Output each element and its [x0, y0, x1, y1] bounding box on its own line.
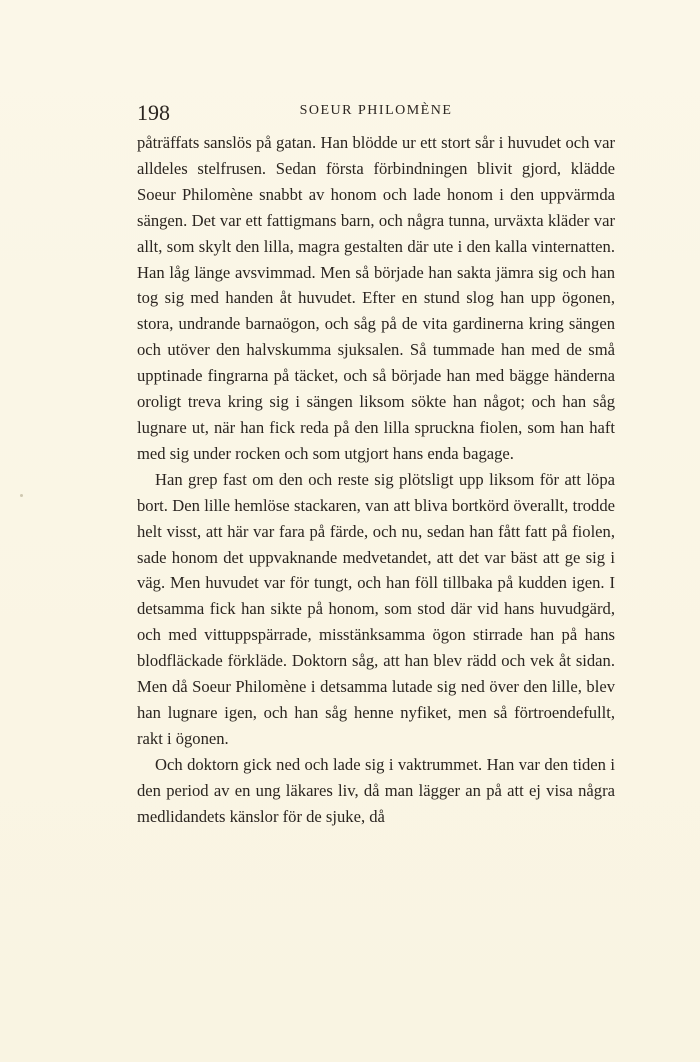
body-text: [137, 130, 615, 829]
paragraph-3: Och doktorn gick ned och lade sig i vaktrummet. Han var den tiden i den period av en ung läkares liv, då man lägger an på att ej visa några medlidandets känslor för de sjuke, då: [137, 754, 615, 826]
running-title: SOEUR PHILOMÈNE: [299, 103, 453, 118]
page-number: 198: [137, 100, 170, 125]
page-header: [137, 100, 615, 130]
paragraph-2: Han grep fast om den och reste sig plötsligt upp liksom för att löpa bort. Den lille hemlöse stackaren, van att bliva bortkörd överallt, trodde helt visst, att här var fara på färde, och nu, sedan han fått fatt på fiolen, sade honom det uppvaknande medvetandet, att det var bäst att ge sig i väg. Men huvudet var för tungt, och han föll tillbaka på kudden igen. I detsamma fick han sikte på honom, som stod där vid hans huvudgärd, och med vittuppspärrade, misstänksamma ögon stirrade han på hans blodfläckade förkläde. Doktorn såg, att han blev rädd och vek åt sidan. Men då Soeur Philomène i detsamma lutade sig ned över den lille, blev han lugnare igen, och han såg henne nyfiket, men så förtroendefullt, rakt i ögonen.: [137, 469, 615, 748]
paragraph-1: påträffats sanslös på gatan. Han blödde ur ett stort sår i huvudet och var alldeles stelfrusen. Sedan första förbindningen blivit gjord, klädde Soeur Philomène snabbt av honom och lade honom i den uppvärmda sängen. Det var ett fattigmans barn, och några tunna, urväxta kläder var allt, som skylt den lilla, magra gestalten där ute i den kalla vinternatten. Han låg länge avsvimmad. Men så började han sakta jämra sig och han tog sig med handen åt huvudet. Efter en stund slog han upp ögonen, stora, undrande barnaögon, och såg på de vita gardinerna kring sängen och utöver den halvskumma sjuksalen. Så tummade han med de små upptinade fingrarna på täcket, och så började han med bägge händerna oroligt treva kring sig i sängen liksom sökte han något; och han såg lugnare ut, när han fick reda på den lilla spruckna fiolen, som han haft med sig under rocken och som utgjort hans enda bagage.: [137, 133, 615, 463]
paper-speck: [20, 494, 23, 497]
